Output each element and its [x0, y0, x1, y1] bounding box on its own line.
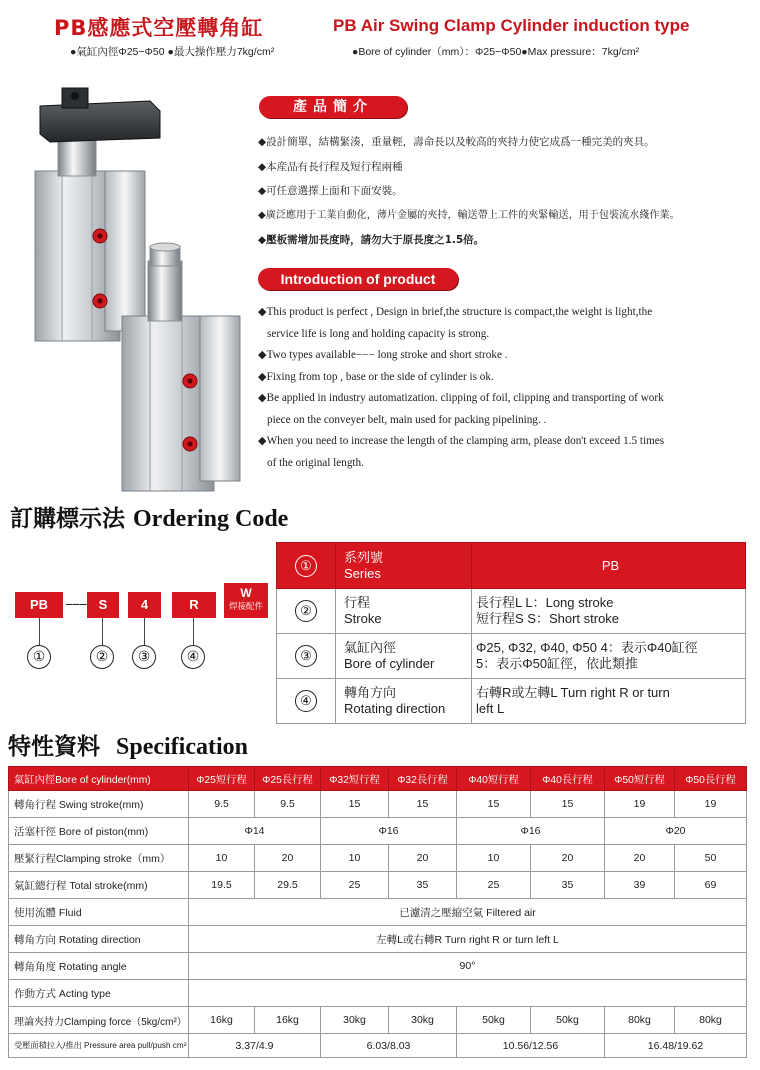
column-header: Φ32長行程	[389, 767, 457, 791]
table-row	[9, 980, 747, 1007]
title-row	[0, 6, 760, 40]
table-cell: 左轉L或右轉R Turn right R or turn left L	[189, 926, 747, 953]
table-cell: 15	[457, 791, 531, 818]
row-value-line: 短行程S S：Short stroke	[476, 611, 620, 626]
table-cell: 已濾清之壓縮空氣 Filtered air	[189, 899, 747, 926]
table-row	[9, 1034, 747, 1058]
spec-heading-cn: 特性資料	[8, 733, 100, 760]
marker-3: ③	[132, 645, 156, 669]
list-item: ◆廣泛應用于工業自動化，薄片金屬的夾持，輸送帶上工件的夾緊輸送，用于包裝流水綫作業。	[258, 209, 680, 221]
row-label: 轉角方向 Rotating direction	[9, 926, 189, 953]
table-cell: 10	[321, 845, 389, 872]
row-label: 理論夾持力Clamping force（5kg/cm²）	[9, 1007, 189, 1034]
cylinder-with-arm-image	[35, 88, 160, 341]
list-item: ◆This product is perfect , Design in brief,the structure is compact,the weight is light,the	[258, 306, 653, 318]
row-label-en: Bore of cylinder	[344, 656, 435, 671]
table-row	[9, 953, 747, 980]
table-cell: 6.03/8.03	[321, 1034, 457, 1058]
list-item: ◆本産品有長行程及短行程兩種	[258, 160, 403, 173]
table-row	[277, 589, 746, 634]
connector-line	[193, 618, 194, 648]
table-cell: 16kg	[189, 1007, 255, 1034]
intro-en-list	[258, 302, 758, 474]
row-label-en: Stroke	[344, 611, 382, 626]
table-row	[9, 899, 747, 926]
column-header: Φ50短行程	[605, 767, 675, 791]
list-item: ◆壓板需增加長度時，請勿大于原長度之1.5倍。	[258, 234, 485, 246]
row-value-line: 長行程L L：Long stroke	[476, 595, 614, 610]
intro-cn-list	[258, 130, 758, 253]
code-stroke: S	[87, 592, 119, 618]
table-cell: 80kg	[605, 1007, 675, 1034]
table-cell: 29.5	[255, 872, 321, 899]
table-cell: 19	[675, 791, 747, 818]
column-header: Φ40長行程	[531, 767, 605, 791]
subtitle-cn: ●氣缸內徑Φ25−Φ50 ●最大操作壓力7kg/cm²	[70, 46, 275, 58]
connector-line	[102, 618, 103, 648]
table-cell: 35	[389, 872, 457, 899]
code-direction: R	[172, 592, 216, 618]
row-number: ②	[295, 600, 317, 622]
spec-heading	[8, 728, 248, 761]
table-cell: Φ20	[605, 818, 747, 845]
table-cell: Φ14	[189, 818, 321, 845]
table-row	[9, 791, 747, 818]
row-label: 壓緊行程Clamping stroke（mm）	[9, 845, 189, 872]
table-cell: 50	[675, 845, 747, 872]
table-row	[277, 543, 746, 589]
spec-heading-en: Specification	[116, 734, 249, 760]
row-label: 受壓面積拉入/推出 Pressure area pull/push cm²	[9, 1034, 189, 1058]
table-cell: 16kg	[255, 1007, 321, 1034]
code-dash: −−−	[65, 596, 87, 612]
column-header: 氣缸內徑Bore of cylinder(mm)	[9, 767, 189, 791]
table-cell: 30kg	[321, 1007, 389, 1034]
row-number: ①	[295, 555, 317, 577]
connector-line	[144, 618, 145, 648]
row-value-line: 右轉R或左轉L Turn right R or turn	[476, 685, 670, 700]
table-row	[277, 634, 746, 679]
intro-cn-heading: 產品簡介	[259, 96, 407, 118]
table-cell: 15	[531, 791, 605, 818]
row-label: 轉角角度 Rotating angle	[9, 953, 189, 980]
table-row	[277, 679, 746, 724]
table-row	[9, 818, 747, 845]
table-row	[9, 845, 747, 872]
table-cell: 80kg	[675, 1007, 747, 1034]
table-cell: 15	[389, 791, 457, 818]
subtitle-en: ●Bore of cylinder（mm）：Φ25−Φ50●Max pressure：7kg/cm²	[352, 46, 640, 58]
row-label-cn: 系列號	[344, 549, 384, 565]
row-value-line: left L	[476, 701, 505, 716]
row-label-cn: 行程	[344, 595, 371, 610]
column-header: Φ40短行程	[457, 767, 531, 791]
table-row	[9, 872, 747, 899]
row-value-line: 5：表示Φ50缸徑，依此類推	[476, 656, 639, 671]
row-label-cn: 轉角方向	[344, 685, 397, 700]
page-title-cn: PB感應式空壓轉角缸	[54, 16, 264, 40]
table-cell: 25	[457, 872, 531, 899]
list-item: ◆When you need to increase the length of the clamping arm, please don't exceed 1.5 times	[258, 435, 665, 447]
intro-en-heading: Introduction of product	[258, 268, 458, 290]
table-cell: 90°	[189, 953, 747, 980]
list-item: ◆Two types available−−− long stroke and short stroke .	[258, 349, 508, 361]
table-cell: 30kg	[389, 1007, 457, 1034]
ordering-heading-cn: 訂購標示法	[10, 505, 125, 532]
row-label: 作動方式 Acting type	[9, 980, 189, 1007]
connector-line	[39, 618, 40, 648]
table-cell: 50kg	[531, 1007, 605, 1034]
table-cell: 3.37/4.9	[189, 1034, 321, 1058]
table-cell: 69	[675, 872, 747, 899]
table-cell: 10.56/12.56	[457, 1034, 605, 1058]
list-item: ◆Fixing from top , base or the side of cylinder is ok.	[258, 370, 494, 383]
row-label: 氣缸總行程 Total stroke(mm)	[9, 872, 189, 899]
list-item-continuation: of the original length.	[267, 456, 364, 469]
table-cell: 50kg	[457, 1007, 531, 1034]
table-cell	[189, 980, 747, 1007]
table-cell: 19.5	[189, 872, 255, 899]
code-pb: PB	[15, 592, 63, 618]
page-title-en: PB Air Swing Clamp Cylinder induction type	[333, 16, 690, 35]
code-welding-accessory	[224, 583, 268, 618]
marker-4: ④	[181, 645, 205, 669]
code-w-label: W	[240, 586, 252, 600]
list-item: ◆設計簡單，結構緊湊，重量輕，壽命長以及較高的夾持力使它成爲一種完美的夾具。	[258, 136, 655, 148]
row-value-line: Φ25, Φ32, Φ40, Φ50 4：表示Φ40缸徑	[476, 640, 698, 655]
table-cell: 20	[531, 845, 605, 872]
row-number: ③	[295, 645, 317, 667]
column-header: Φ25長行程	[255, 767, 321, 791]
row-label-en: Series	[344, 565, 381, 581]
row-label-cn: 氣缸內徑	[344, 640, 397, 655]
column-header: Φ25短行程	[189, 767, 255, 791]
table-cell: Φ16	[321, 818, 457, 845]
row-value: PB	[472, 543, 746, 589]
table-cell: 10	[457, 845, 531, 872]
table-cell: 9.5	[255, 791, 321, 818]
table-row	[9, 926, 747, 953]
spec-table	[8, 766, 747, 1058]
row-label-en: Rotating direction	[344, 701, 446, 716]
table-cell: 35	[531, 872, 605, 899]
row-label: 轉角行程 Swing stroke(mm)	[9, 791, 189, 818]
row-number: ④	[295, 690, 317, 712]
list-item: ◆Be applied in industry automatization. clipping of foil, clipping and transporting of work	[258, 392, 664, 404]
product-photo	[10, 76, 250, 496]
column-header: Φ32短行程	[321, 767, 389, 791]
ordering-table	[276, 542, 746, 724]
table-cell: Φ16	[457, 818, 605, 845]
table-cell: 20	[255, 845, 321, 872]
table-cell: 9.5	[189, 791, 255, 818]
ordering-heading	[10, 500, 288, 533]
table-cell: 20	[389, 845, 457, 872]
marker-2: ②	[90, 645, 114, 669]
table-cell: 15	[321, 791, 389, 818]
list-item: ◆可任意選擇上面和下面安裝。	[258, 185, 403, 197]
ordering-heading-en: Ordering Code	[133, 506, 289, 532]
table-cell: 39	[605, 872, 675, 899]
row-label: 使用流體 Fluid	[9, 899, 189, 926]
list-item-continuation: service life is long and holding capacity is strong.	[267, 327, 490, 340]
table-row	[9, 1007, 747, 1034]
spec-header-row	[9, 767, 747, 791]
table-cell: 19	[605, 791, 675, 818]
table-cell: 10	[189, 845, 255, 872]
table-cell: 16.48/19.62	[605, 1034, 747, 1058]
marker-1: ①	[27, 645, 51, 669]
table-cell: 25	[321, 872, 389, 899]
column-header: Φ50長行程	[675, 767, 747, 791]
table-cell: 20	[605, 845, 675, 872]
list-item-continuation: piece on the conveyer belt, main used for packing pipelining. .	[267, 413, 547, 426]
code-w-sub: 焊接配件	[228, 601, 263, 611]
code-bore: 4	[128, 592, 161, 618]
row-label: 活塞杆徑 Bore of piston(mm)	[9, 818, 189, 845]
